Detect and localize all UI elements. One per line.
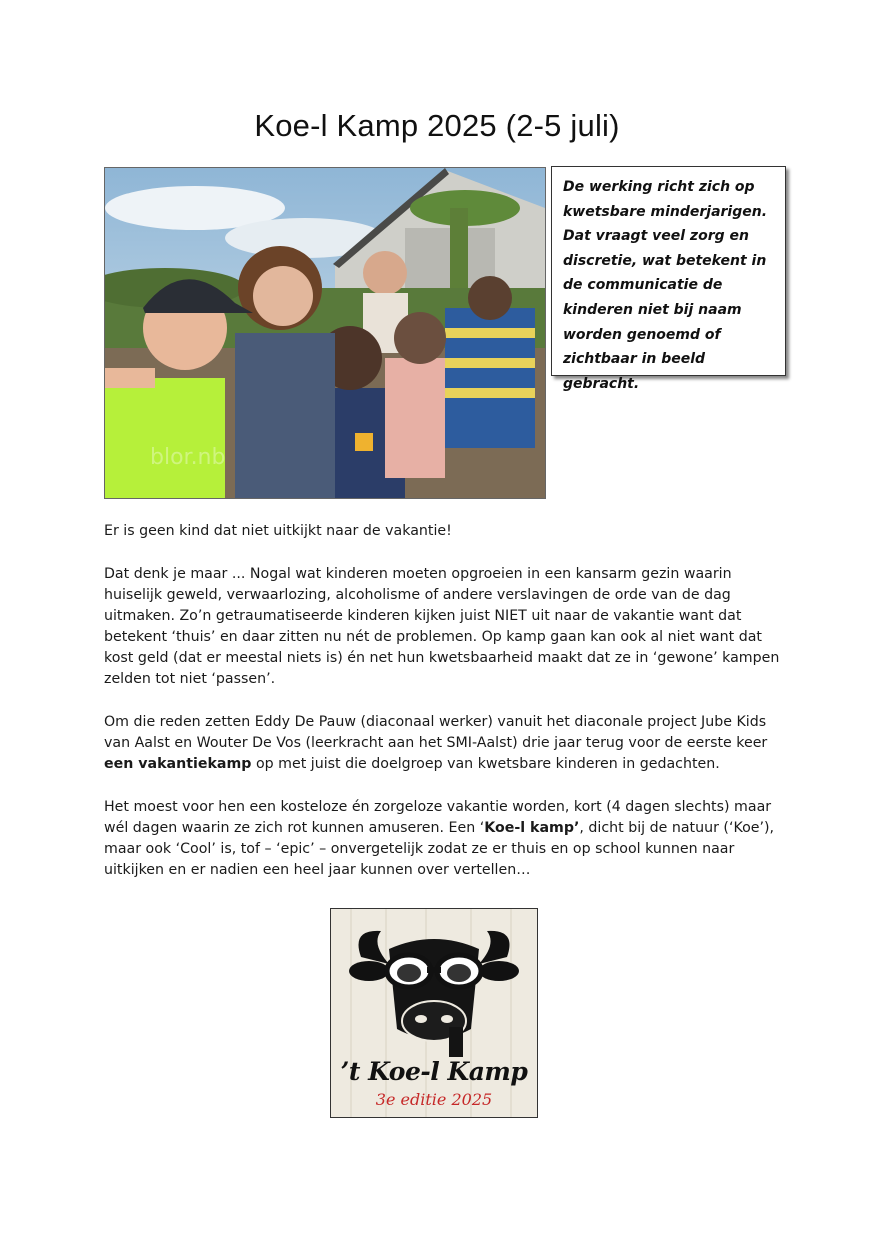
paragraph-intro: Er is geen kind dat niet uitkijkt naar de vakantie! [104,523,452,539]
group-photo-icon [105,168,545,498]
p3-text-start: Om die reden zetten Eddy De Pauw (diaconaal werker) vanuit het diaconale project Jube Kids van Aalst en Wouter De Vos (leerkracht aan het SMI-Aalst) drie jaar terug voor de eerste keer [104,714,768,751]
group-photo [104,167,546,499]
p4-bold-koel-kamp: Koe-l kamp’ [484,820,580,836]
p3-text-end: op met juist die doelgroep van kwetsbare kinderen in gedachten. [251,756,720,772]
paragraph-origin [104,712,794,775]
logo-title: ’t Koe-l Kamp [340,1057,528,1086]
koel-kamp-logo [330,908,538,1118]
privacy-notice: De werking richt zich op kwetsbare minderjarigen. Dat vraagt veel zorg en discretie, wat betekent in de communicatie de kinderen niet bij naam worden genoemd of zichtbaar in beeld gebracht. [551,166,786,376]
page-title: Koe-l Kamp 2025 (2-5 juli) [254,108,620,143]
paragraph-goal [104,797,794,881]
paragraph-problem: Dat denk je maar ... Nogal wat kinderen moeten opgroeien in een kansarm gezin waarin huiselijk geweld, verwaarlozing, alcoholisme of andere verslavingen de orde van de dag uitmaken. Zo’n getraumatiseerde kinderen kijken juist NIET uit naar de vakantie want dat betekent ‘thuis’ en daar zitten nu nét de problemen. Op kamp gaan kan ook al niet want dat kost geld (dat er meestal niets is) én net hun kwetsbaarheid maakt dat ze in ‘gewone’ kampen zelden tot niet ‘passen’. [104,566,780,687]
p4-text-end: , dicht bij de natuur (‘Koe’), maar ook ‘Cool’ is, tof – ‘epic’ – onvergetelijk zodat ze er thuis en op school kunnen naar uitkijken en er nadien een heel jaar kunnen over vertellen… [104,820,775,878]
logo-subtitle: 3e editie 2025 [375,1090,493,1109]
p4-text-start: Het moest voor hen een kosteloze én zorgeloze vakantie worden, kort (4 dagen slechts) maar wél dagen waarin ze zich rot kunnen amuseren. Een ‘ [104,799,772,836]
p3-bold-vakantiekamp: een vakantiekamp [104,756,252,772]
photo-watermark: blor.nb [150,445,226,470]
